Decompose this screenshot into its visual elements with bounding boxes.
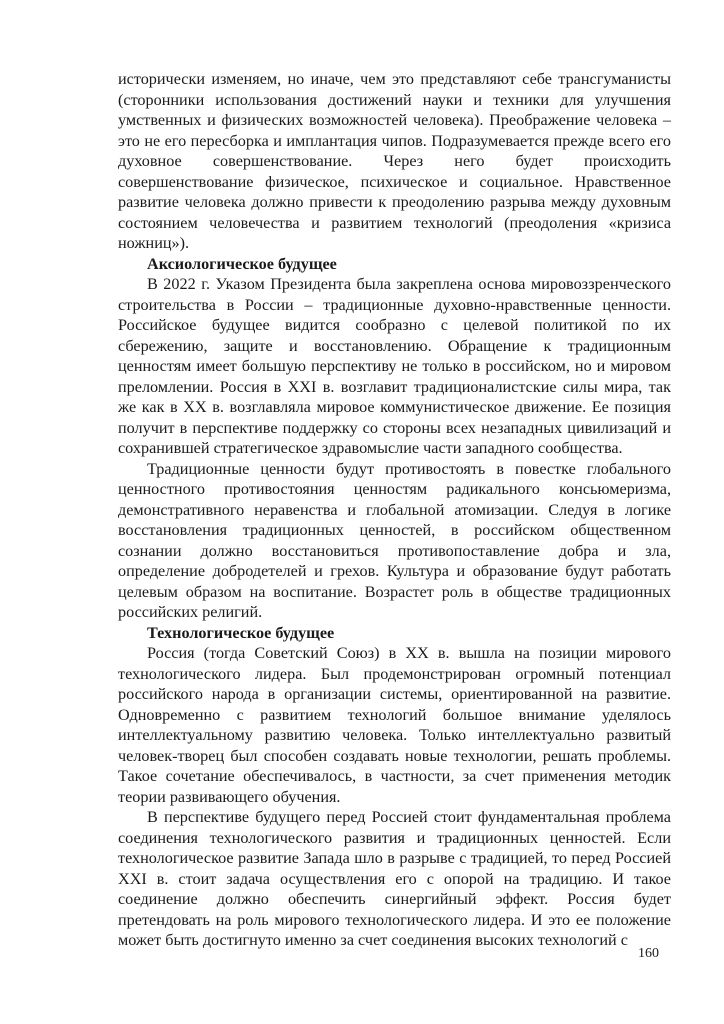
paragraph-values-opposition: Традиционные ценности будут противостоять в повестке глобального ценностного противостояния ценностям радикального консьюмеризма, демонстративного неравенства и глобальной атомизации. Следуя в логике восстановления традиционных ценностей, в российском общественном сознании должно восстановиться противопоставление добра и зла, определение добродетелей и грехов. Культура и образование будут работать целевым образом на воспитание. Возрастет роль в обществе традиционных российских религий.	[118, 459, 671, 621]
paragraph-transhumanism-continued: исторически изменяем, но иначе, чем это представляют себе трансгуманисты (сторонники использования достижений науки и техники для улучшения умственных и физических возможностей человека). Преображение человека – это не его пересборка и имплантация чипов. Подразумевается прежде всего его духовное совершенствование. Через него будет происходить совершенствование физическое, психическое и социальное. Нравственное развитие человека должно привести к преодолению разрыва между духовным состоянием человечества и развитием технологий (преодоления «кризиса ножниц»).	[118, 70, 671, 252]
page-number: 160	[638, 946, 659, 961]
heading-technological-future: Технологическое будущее	[147, 623, 335, 642]
page-body	[118, 69, 671, 951]
paragraph-soviet-tech-leadership: Россия (тогда Советский Союз) в XX в. вышла на позиции мирового технологического лидера. Был продемонстрирован огромный потенциал российского народа в организации системы, ориентированной на развитие. Одновременно с развитием технологий большое внимание уделялось интеллектуальному развитию человека. Только интеллектуально развитый человек-творец был способен создавать новые технологии, решать проблемы. Такое сочетание обеспечивалось, в частности, за счет применения методик теории развивающего обучения.	[118, 644, 671, 806]
paragraph-tech-and-tradition: В перспективе будущего перед Россией стоит фундаментальная проблема соединения технологического развития и традиционных ценностей. Если технологическое развитие Запада шло в разрыве с традицией, то перед Россией XXI в. стоит задача осуществления его с опорой на традицию. И такое соединение должно обеспечить синергийный эффект. Россия будет претендовать на роль мирового технологического лидера. И это ее положение может быть достигнуто именно за счет соединения высоких технологий с	[118, 808, 671, 949]
heading-axiological-future: Аксиологическое будущее	[147, 254, 337, 273]
paragraph-traditional-values-decree: В 2022 г. Указом Президента была закреплена основа мировоззренческого строительства в России – традиционные духовно-нравственные ценности. Российское будущее видится сообразно с целевой политикой по их сбережению, защите и восстановлению. Обращение к традиционным ценностям имеет большую перспективу не только в российском, но и мировом преломлении. Россия в XXI в. возглавит традиционалистские силы мира, так же как в XX в. возглавляла мировое коммунистическое движение. Ее позиция получит в перспективе поддержку со стороны всех незападных цивилизаций и сохранившей стратегическое здравомыслие части западного сообщества.	[118, 275, 671, 457]
